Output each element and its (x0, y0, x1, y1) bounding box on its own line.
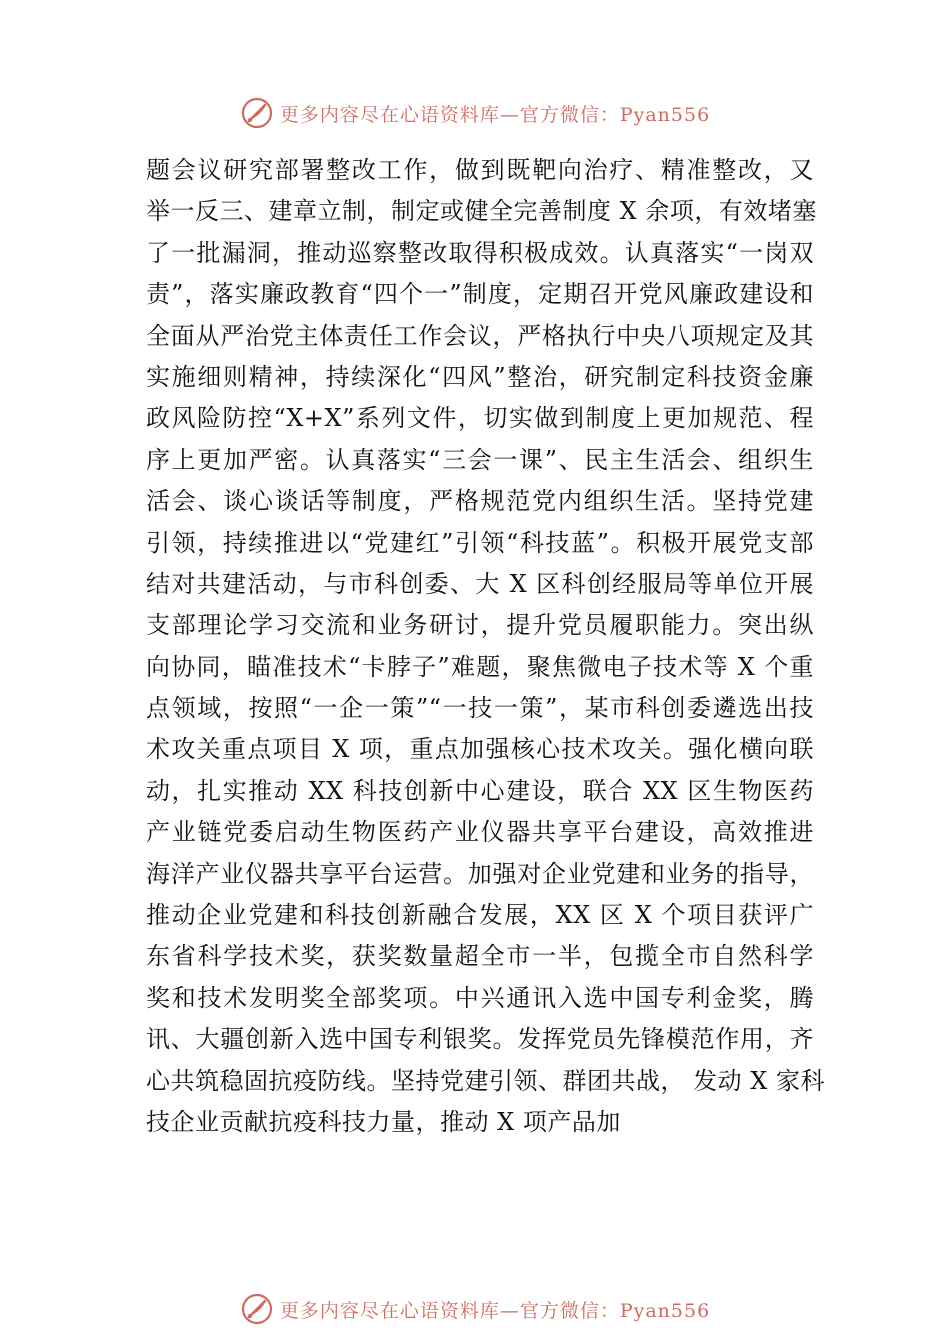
body-line: 心共筑稳固抗疫防线。坚持党建引领、群团共战， 发动 X 家科 (146, 1066, 825, 1095)
body-line: 支部理论学习交流和业务研讨，提升党员履职能力。突出纵 (146, 611, 814, 640)
body-line: 术攻关重点项目 X 项，重点加强核心技术攻关。强化横向联 (146, 735, 814, 764)
body-line: 政风险防控“X+X”系列文件，切实做到制度上更加规范、程 (146, 404, 814, 433)
document-body (146, 150, 825, 1143)
body-line: 推动企业党建和科技创新融合发展，XX 区 X 个项目获评广 (146, 901, 814, 930)
header-watermark (0, 96, 950, 130)
quill-logo-icon (240, 1292, 274, 1326)
body-line: 引领，持续推进以“党建红”引领“科技蓝”。积极开展党支部 (146, 528, 814, 557)
body-line: 产业链党委启动生物医药产业仪器共享平台建设，高效推进 (146, 818, 814, 847)
watermark-text: 更多内容尽在心语资料库—官方微信：Pyan556 (279, 103, 711, 126)
body-line: 实施细则精神，持续深化“四风”整治，研究制定科技资金廉 (146, 362, 814, 391)
body-line: 序上更加严密。认真落实“三会一课”、民主生活会、组织生 (146, 445, 814, 474)
body-line: 向协同，瞄准技术“卡脖子”难题，聚焦微电子技术等 X 个重 (146, 652, 814, 681)
body-line: 讯、大疆创新入选中国专利银奖。发挥党员先锋模范作用，齐 (146, 1025, 814, 1054)
body-line: 奖和技术发明奖全部奖项。中兴通讯入选中国专利金奖，腾 (146, 983, 814, 1012)
body-line: 技企业贡献抗疫科技力量，推动 X 项产品加 (146, 1107, 621, 1136)
watermark-text: 更多内容尽在心语资料库—官方微信：Pyan556 (279, 1299, 711, 1322)
body-line: 举一反三、建章立制，制定或健全完善制度 X 余项，有效堵塞 (146, 197, 817, 226)
body-line: 活会、谈心谈话等制度，严格规范党内组织生活。坚持党建 (146, 487, 814, 516)
body-line: 责”，落实廉政教育“四个一”制度，定期召开党风廉政建设和 (146, 280, 814, 309)
body-line: 了一批漏洞，推动巡察整改取得积极成效。认真落实“一岗双 (146, 238, 814, 267)
body-line: 海洋产业仪器共享平台运营。加强对企业党建和业务的指导， (146, 859, 814, 888)
quill-logo-icon (240, 96, 274, 130)
body-line: 题会议研究部署整改工作，做到既靶向治疗、精准整改，又 (146, 156, 814, 184)
body-line: 全面从严治党主体责任工作会议，严格执行中央八项规定及其 (146, 321, 814, 350)
body-line: 动，扎实推动 XX 科技创新中心建设，联合 XX 区生物医药 (146, 776, 814, 805)
footer-watermark (0, 1292, 950, 1326)
body-line: 结对共建活动，与市科创委、大 X 区科创经服局等单位开展 (146, 569, 814, 598)
body-line: 点领域，按照“一企一策”“一技一策”，某市科创委遴选出技 (146, 694, 814, 723)
body-line: 东省科学技术奖，获奖数量超全市一半，包揽全市自然科学 (146, 942, 814, 971)
